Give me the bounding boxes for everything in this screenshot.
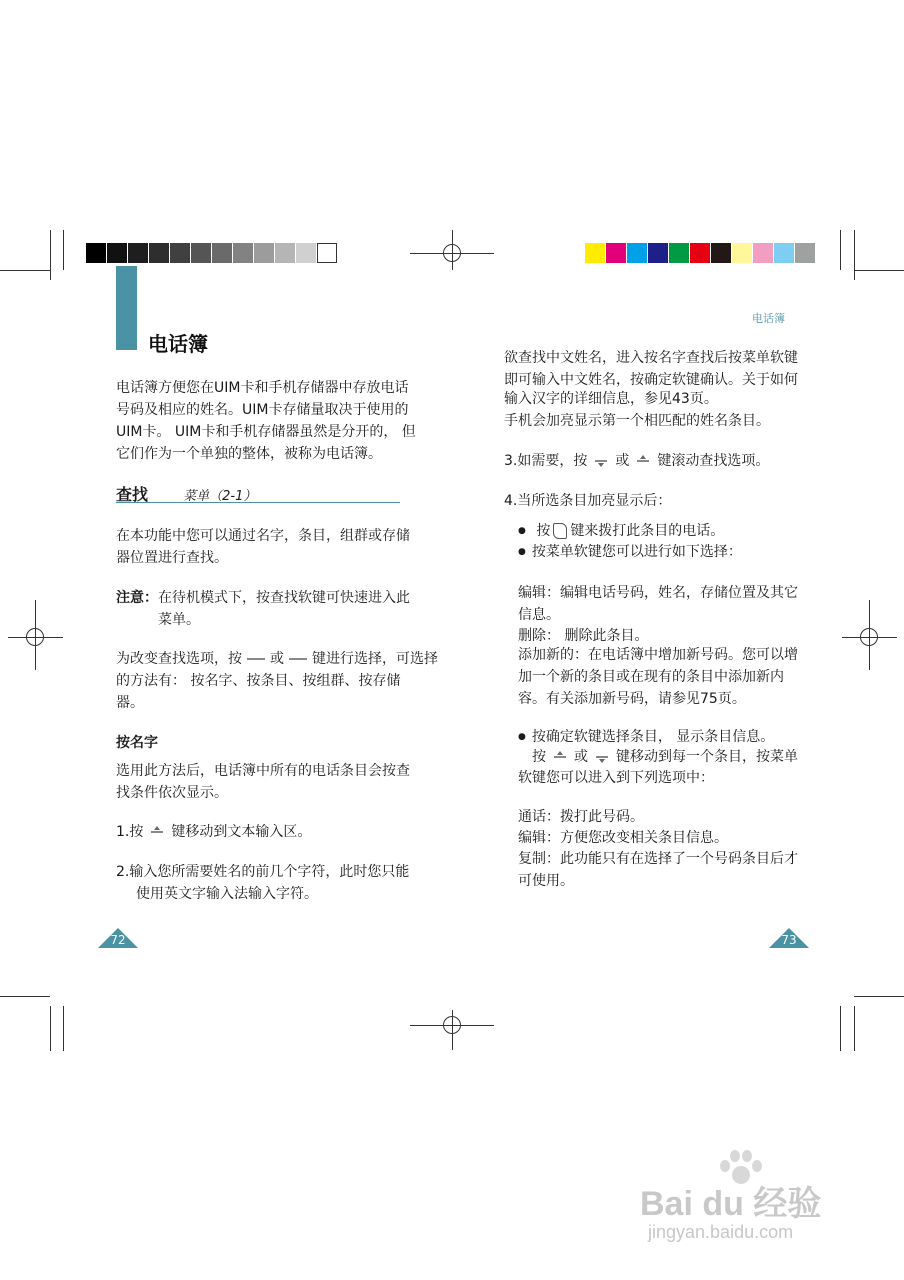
down-key-icon bbox=[590, 455, 612, 468]
chapter-title: 电话簿 bbox=[148, 332, 208, 356]
bullet-item: ● 按菜单软键您可以进行如下选择： bbox=[518, 541, 742, 563]
note-label: 注意： bbox=[116, 590, 158, 606]
text-line: 选用此方法后，电话簿中所有的电话条目会按查 bbox=[116, 763, 410, 779]
text-fragment: 或 bbox=[615, 453, 630, 469]
right-key-icon bbox=[287, 653, 309, 666]
text-line: 它们作为一个单独的整体，被称为电话簿。 bbox=[116, 446, 382, 462]
color-swatch bbox=[669, 243, 689, 263]
up-key-icon bbox=[146, 826, 168, 839]
subsection-title: 按名字 bbox=[116, 735, 158, 751]
color-swatch bbox=[170, 243, 190, 263]
text-line: 器。 bbox=[116, 695, 144, 711]
text-line: 信息。 bbox=[518, 607, 560, 623]
page-number-text: 72 bbox=[110, 933, 126, 947]
text-line: 2.输入您所需要姓名的前几个字符，此时您只能 bbox=[116, 864, 410, 880]
left-key-icon bbox=[245, 653, 267, 666]
text-line: 容。有关添加新号码，请参见75页。 bbox=[518, 691, 746, 707]
text-fragment: 键进行选择，可选择 bbox=[312, 651, 438, 667]
text-fragment: 按 bbox=[532, 749, 546, 765]
text-line: UIM卡。 UIM卡和手机存储器虽然是分开的， 但 bbox=[116, 424, 416, 440]
chapter-accent-bar bbox=[116, 266, 137, 350]
text-fragment: 3.如需要，按 bbox=[504, 453, 588, 469]
text-line: 软键您可以进入到下列选项中： bbox=[518, 770, 714, 786]
color-swatch bbox=[606, 243, 626, 263]
section-menu: 菜单（2-1） bbox=[183, 489, 257, 504]
page-number-text: 73 bbox=[781, 933, 797, 947]
color-swatch bbox=[275, 243, 295, 263]
text-line bbox=[116, 821, 311, 843]
watermark bbox=[640, 1150, 880, 1250]
text-fragment: 键移动到文本输入区。 bbox=[171, 824, 312, 840]
color-swatch bbox=[86, 243, 106, 263]
text-line: 号码及相应的姓名。UIM卡存储量取决于使用的 bbox=[116, 402, 409, 418]
text-fragment: 为改变查找选项，按 bbox=[116, 651, 242, 667]
color-swatch bbox=[317, 243, 337, 263]
color-swatch bbox=[128, 243, 148, 263]
color-swatch bbox=[795, 243, 815, 263]
text-line: 通话：拨打此号码。 bbox=[518, 809, 644, 825]
watermark-url: jingyan.baidu.com bbox=[648, 1222, 794, 1242]
color-swatch bbox=[753, 243, 773, 263]
text-line bbox=[504, 450, 769, 472]
text-line: 复制：此功能只有在选择了一个号码条目后才 bbox=[518, 851, 798, 867]
page-number-left bbox=[98, 928, 138, 948]
text-line: 即可输入中文姓名，按确定软键确认。关于如何 bbox=[504, 372, 798, 388]
text-line: 添加新的：在电话簿中增加新号码。您可以增 bbox=[518, 647, 798, 663]
color-swatch bbox=[254, 243, 274, 263]
color-swatch bbox=[296, 243, 316, 263]
text-fragment: 键滚动查找选项。 bbox=[657, 453, 770, 469]
text-fragment: 1.按 bbox=[116, 824, 144, 840]
text-line: 手机会加亮显示第一个相匹配的姓名条目。 bbox=[504, 413, 770, 429]
text-line: 可使用。 bbox=[518, 873, 574, 889]
text-line bbox=[532, 746, 798, 768]
text-line: 使用英文字输入法输入字符。 bbox=[136, 886, 318, 902]
text-line: 4.当所选条目加亮显示后： bbox=[504, 493, 672, 509]
text-line: 电话簿方便您在UIM卡和手机存储器中存放电话 bbox=[116, 380, 409, 396]
text-line: 欲查找中文姓名，进入按名字查找后按菜单软键 bbox=[504, 350, 798, 366]
text-fragment: 或 bbox=[270, 651, 284, 667]
section-title: 查找 bbox=[116, 485, 149, 504]
up-key-icon bbox=[549, 751, 571, 764]
up-key-icon bbox=[632, 455, 654, 468]
color-swatch bbox=[774, 243, 794, 263]
color-swatch bbox=[107, 243, 127, 263]
text-line: 菜单。 bbox=[158, 612, 200, 628]
text-line: 加一个新的条目或在现有的条目中添加新内 bbox=[518, 669, 784, 685]
send-key-icon bbox=[553, 523, 567, 539]
text-line: 的方法有： 按名字、按条目、按组群、按存储 bbox=[116, 673, 401, 689]
text-fragment: 或 bbox=[574, 749, 588, 765]
text-fragment: 键来拨打此条目的电话。 bbox=[570, 523, 725, 539]
text-line: 在待机模式下，按查找软键可快速进入此 bbox=[158, 590, 410, 606]
color-swatch bbox=[648, 243, 668, 263]
running-header: 电话簿 bbox=[752, 312, 785, 325]
text-fragment: 键移动到每一个条目，按菜单 bbox=[616, 749, 798, 765]
color-swatch bbox=[212, 243, 232, 263]
color-swatch bbox=[711, 243, 731, 263]
text-fragment: 按 bbox=[536, 523, 551, 539]
text-line: 器位置进行查找。 bbox=[116, 550, 228, 566]
color-swatch bbox=[149, 243, 169, 263]
color-swatch bbox=[627, 243, 647, 263]
color-swatch bbox=[191, 243, 211, 263]
text-line: 删除： 删除此条目。 bbox=[518, 628, 649, 644]
text-line: 编辑：编辑电话号码，姓名，存储位置及其它 bbox=[518, 585, 798, 601]
section-heading bbox=[116, 482, 400, 503]
down-key-icon bbox=[591, 751, 613, 764]
color-swatch bbox=[585, 243, 605, 263]
bullet-item bbox=[518, 520, 724, 542]
color-swatch bbox=[732, 243, 752, 263]
bullet-item: ● 按确定软键选择条目， 显示条目信息。 bbox=[518, 726, 774, 748]
text-line: 在本功能中您可以通过名字，条目，组群或存储 bbox=[116, 528, 410, 544]
text-line bbox=[116, 648, 438, 670]
text-line: 找条件依次显示。 bbox=[116, 785, 228, 801]
page-number-right bbox=[769, 928, 809, 948]
text-line: 编辑：方便您改变相关条目信息。 bbox=[518, 830, 728, 846]
color-swatch bbox=[690, 243, 710, 263]
text-line: 输入汉字的详细信息，参见43页。 bbox=[504, 391, 718, 407]
watermark-brand: Bai du 经验 bbox=[640, 1185, 822, 1223]
color-swatch bbox=[233, 243, 253, 263]
